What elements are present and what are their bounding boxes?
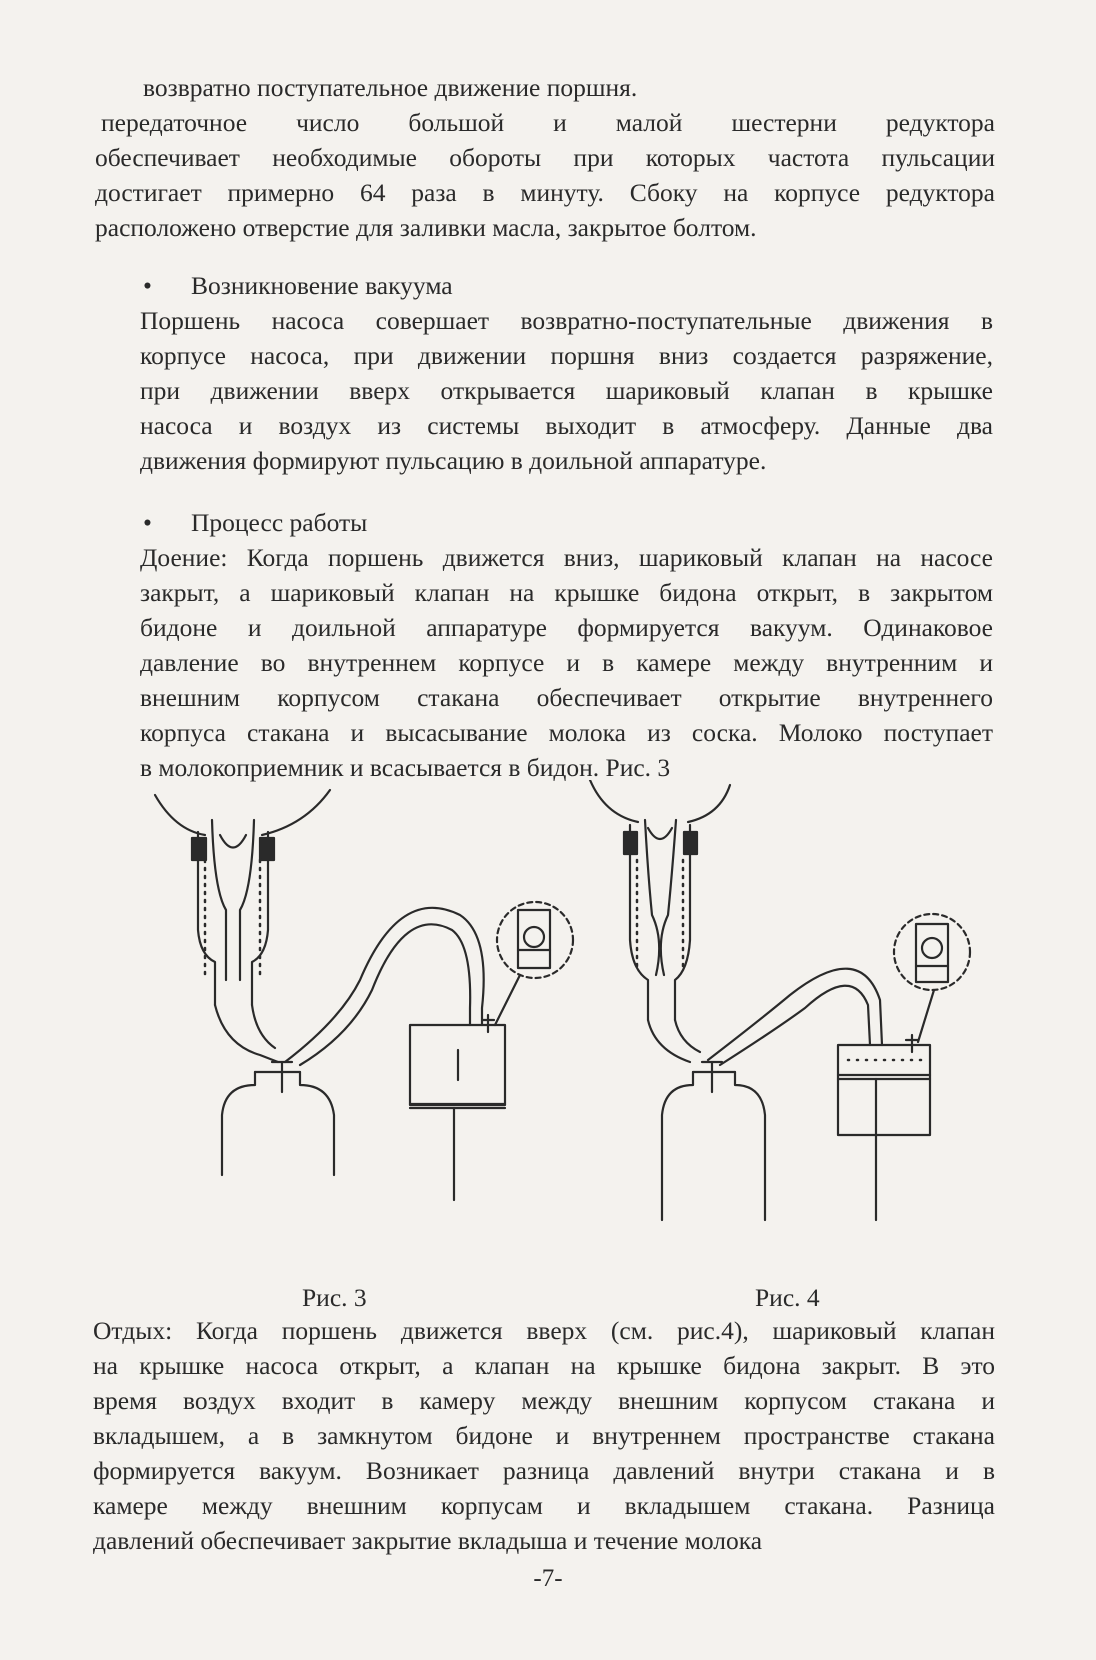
section-vacuum-body	[140, 303, 993, 478]
paragraph-line: Отдых: Когда поршень движется вверх (см. рис.4), шариковый клапан	[93, 1316, 995, 1345]
paragraph-line: время воздух входит в камеру между внешним корпусом стакана и	[93, 1386, 995, 1415]
udder-outline	[688, 785, 730, 822]
paragraph-line: корпусе насоса, при движении поршня вниз создается разряжение,	[140, 341, 993, 370]
rest-body	[93, 1313, 995, 1558]
figure-3-caption: Рис. 3	[302, 1283, 367, 1312]
pump-valve	[906, 1035, 918, 1052]
teat-liner	[212, 820, 226, 980]
paragraph-line: Доение: Когда поршень движется вниз, шариковый клапан на насосе	[140, 543, 993, 572]
paragraph-line: Поршень насоса совершает возвратно-поступательные движения в	[140, 306, 993, 335]
udder-outline	[155, 795, 205, 835]
vacuum-hose	[720, 986, 870, 1065]
ball-valve	[524, 927, 544, 947]
ring-seal	[624, 832, 637, 854]
teat-liner	[645, 820, 659, 975]
section-vacuum-heading	[143, 268, 453, 303]
paragraph-line: внешним корпусом стакана обеспечивает открытие внутреннего	[140, 683, 993, 712]
figure-4-drawing	[590, 780, 970, 1220]
hose	[675, 1020, 700, 1052]
can-valve	[702, 1062, 722, 1092]
leader-line	[495, 975, 520, 1025]
paragraph-line: давлений обеспечивает закрытие вкладыша и течение молока	[93, 1526, 763, 1555]
paragraph-line: давление во внутреннем корпусе и в камере между внутренним и	[140, 648, 993, 677]
valve-detail-housing	[916, 924, 948, 982]
ring-seal	[192, 838, 206, 860]
intro-block	[95, 70, 995, 245]
paragraph-line: насоса и воздух из системы выходит в атмосферу. Данные два	[140, 411, 993, 440]
milk-can	[662, 1072, 693, 1220]
section-title: Возникновение вакуума	[191, 271, 453, 300]
teat	[220, 835, 246, 848]
section-title: Процесс работы	[191, 508, 368, 537]
teat-liner	[661, 820, 676, 975]
piston	[838, 1075, 930, 1079]
vacuum-hose	[300, 924, 470, 1065]
intro-line: возвратно поступательное движение поршня.	[143, 73, 638, 102]
milking-diagram	[0, 780, 1096, 1270]
intro-para-line: расположено отверстие для заливки масла, закрытое болтом.	[95, 213, 757, 242]
bullet-icon: •	[143, 508, 152, 537]
pump-body	[838, 1045, 930, 1135]
hose	[648, 1020, 690, 1062]
milk-can	[222, 1072, 255, 1175]
ring-seal	[684, 832, 697, 854]
hose	[252, 1005, 275, 1048]
figure-4-caption: Рис. 4	[755, 1283, 820, 1312]
paragraph-line: при движении вверх открывается шариковый клапан в крышке	[140, 376, 993, 405]
pump-valve	[482, 1015, 494, 1032]
figure-3-drawing	[155, 790, 573, 1200]
paragraph-line: закрыт, а шариковый клапан на крышке бидона открыт, в закрытом	[140, 578, 993, 607]
ring-seal	[260, 838, 274, 860]
bullet-icon: •	[143, 271, 152, 300]
udder-outline	[262, 790, 330, 835]
ball-valve	[922, 938, 942, 958]
paragraph-line: бидоне и доильной аппаратуре формируется вакуум. Одинаковое	[140, 613, 993, 642]
intro-para-line: передаточное число большой и малой шестерни редуктора	[101, 108, 995, 137]
paragraph-line: на крышке насоса открыт, а клапан на крышке бидона закрыт. В это	[93, 1351, 995, 1380]
valve-detail-housing	[518, 910, 550, 968]
valve-detail-circle	[894, 914, 970, 990]
paragraph-line: движения формируют пульсацию в доильной аппаратуре.	[140, 446, 767, 475]
udder-outline	[590, 780, 638, 822]
paragraph-line: корпуса стакана и высасывание молока из соска. Молоко поступает	[140, 718, 993, 747]
hose	[215, 1005, 278, 1062]
milk-can	[735, 1072, 765, 1220]
section-process-heading	[143, 505, 367, 540]
paragraph-line: камере между внешним корпусам и вкладышем стакана. Разница	[93, 1491, 995, 1520]
teat-liner	[240, 820, 254, 980]
intro-para-line: обеспечивает необходимые обороты при которых частота пульсации	[95, 143, 995, 172]
teat	[648, 828, 672, 839]
section-process-body	[140, 540, 993, 785]
paragraph-line: в молокоприемник и всасывается в бидон. Рис. 3	[140, 753, 671, 782]
leader-line	[918, 990, 934, 1042]
intro-para-line: достигает примерно 64 раза в минуту. Сбоку на корпусе редуктора	[95, 178, 995, 207]
can-valve	[272, 1062, 292, 1092]
paragraph-line: вкладышем, а в замкнутом бидоне и внутреннем пространстве стакана	[93, 1421, 995, 1450]
milk-can	[300, 1072, 334, 1175]
paragraph-line: формируется вакуум. Возникает разница давлений внутри стакана и в	[93, 1456, 995, 1485]
page-number: -7-	[533, 1565, 563, 1592]
valve-detail-circle	[497, 902, 573, 978]
